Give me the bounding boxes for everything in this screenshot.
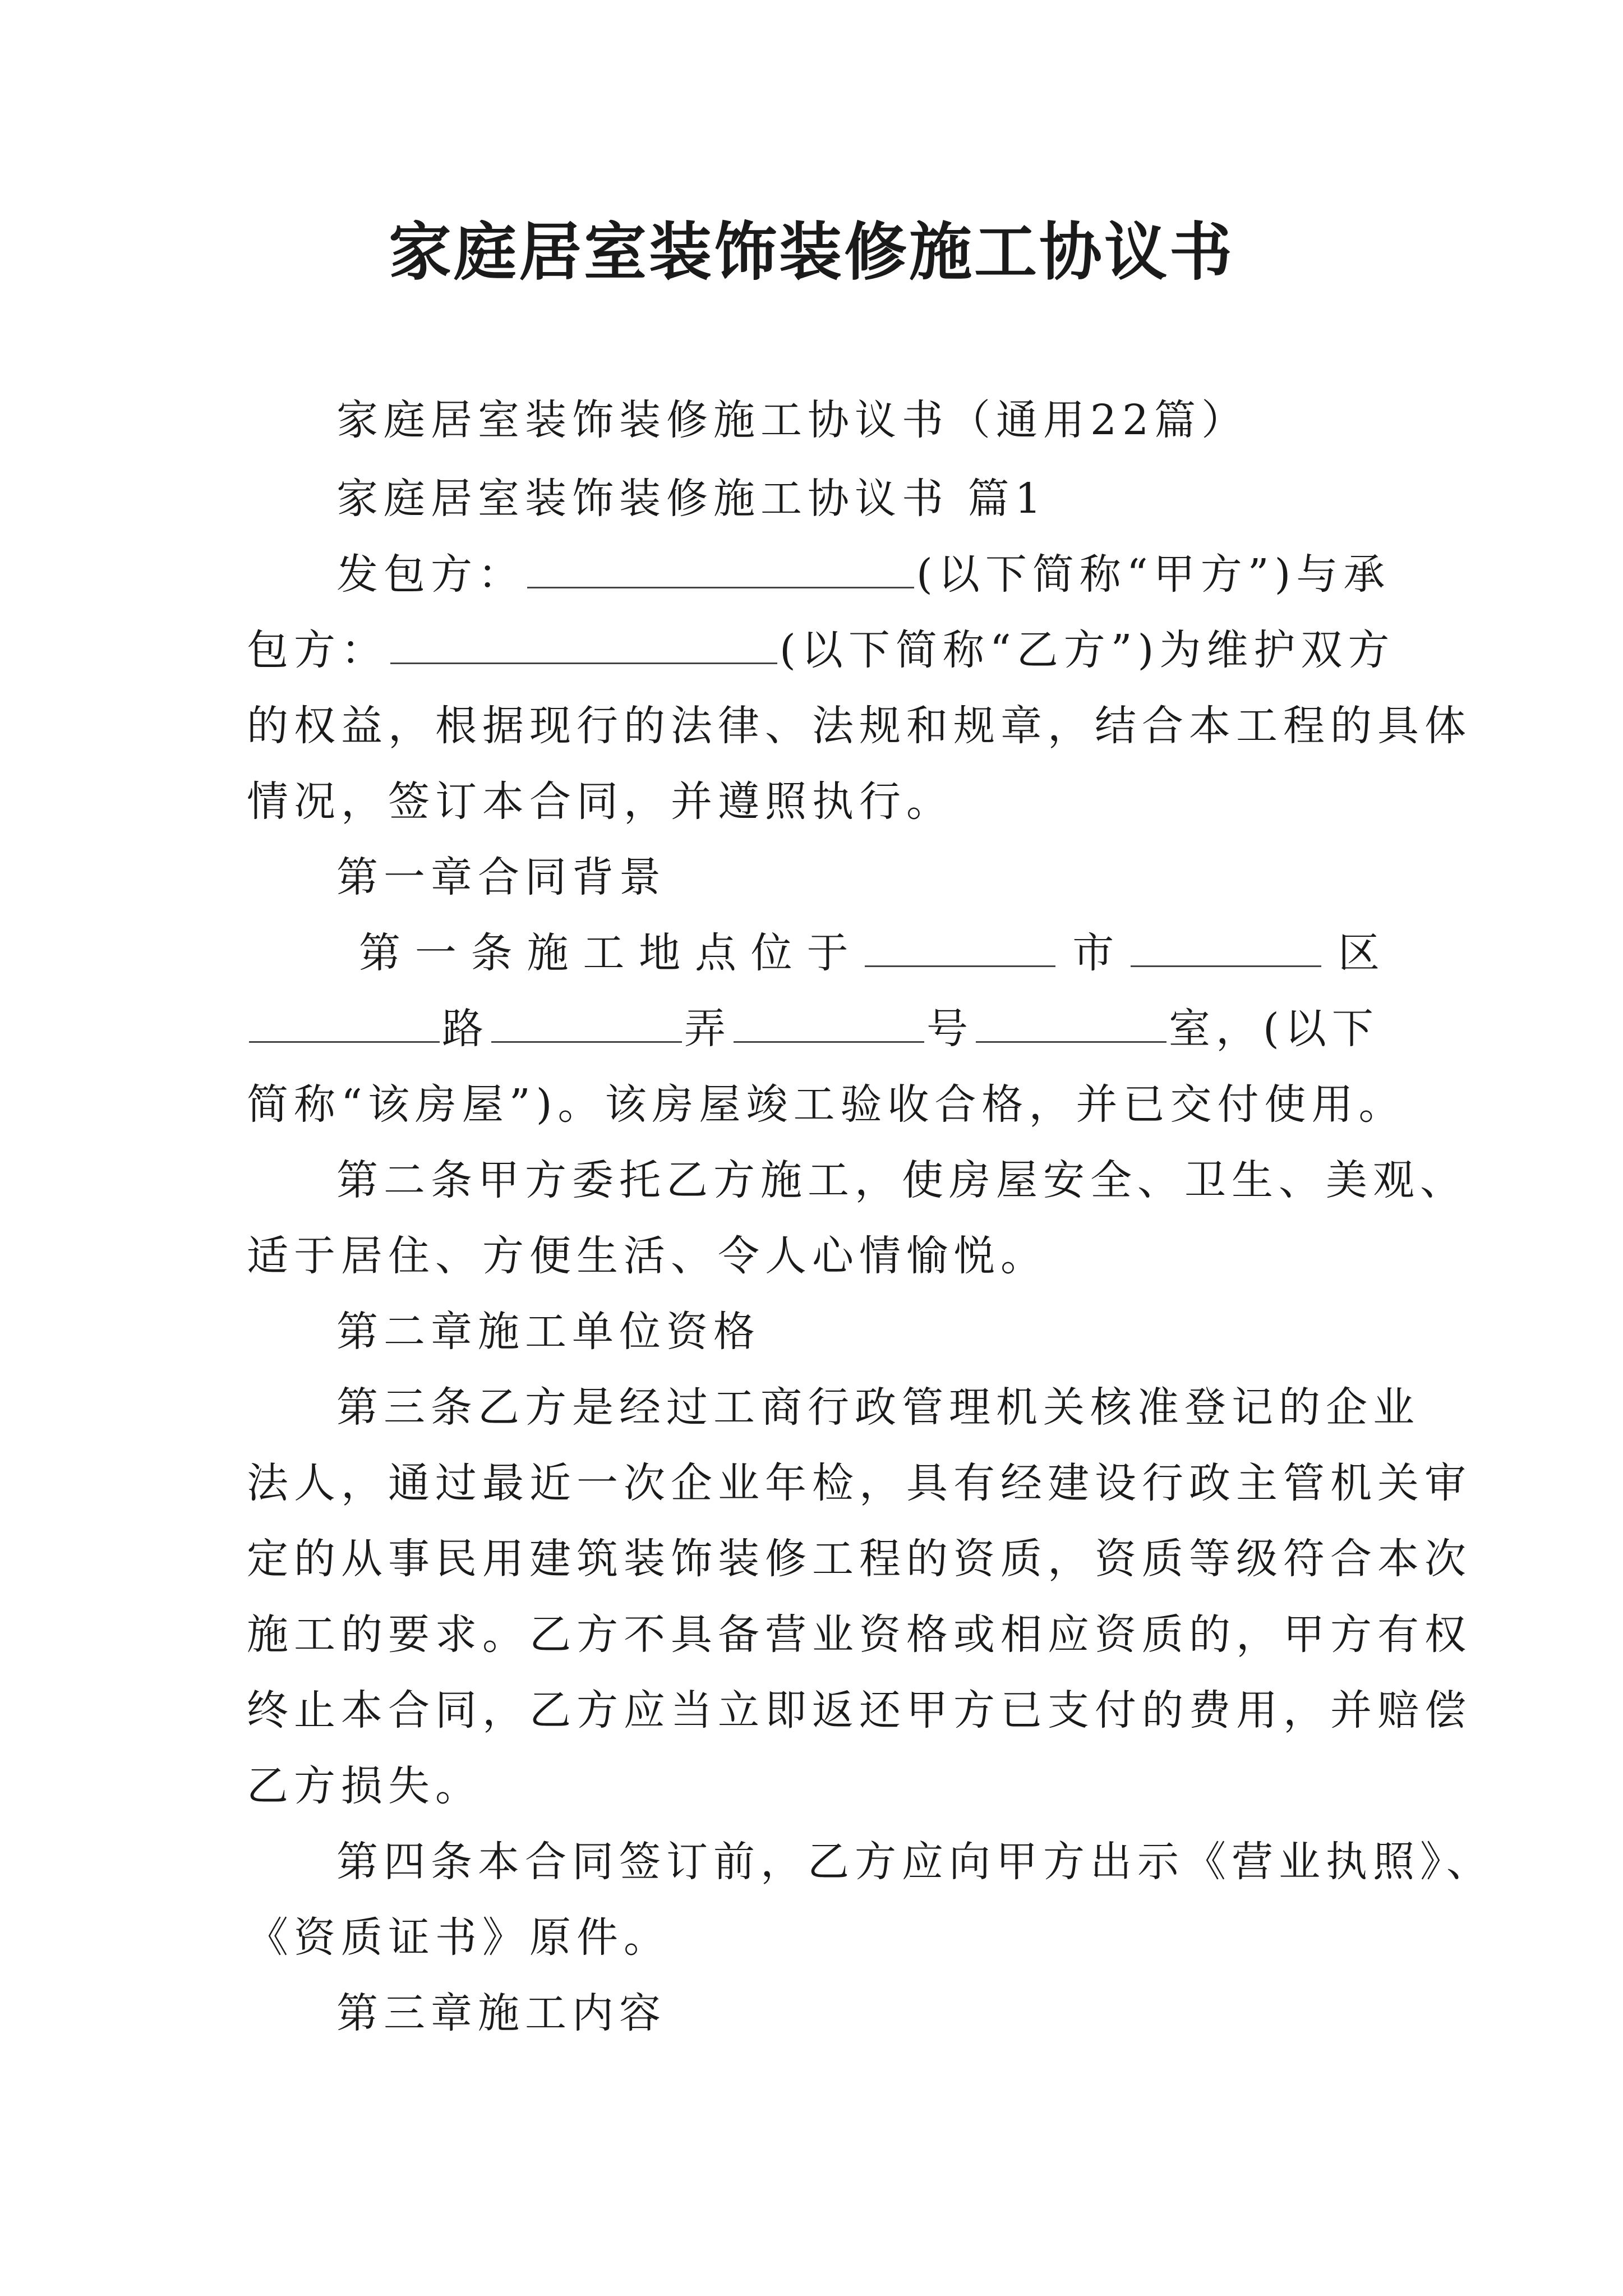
article-1-char: 第 [359,929,400,977]
chapter-3-heading: 第三章施工内容 [336,1989,666,2037]
article-1-char: 地 [639,929,681,977]
article-3-line-4: 施工的要求。乙方不具备营业资格或相应资质的，甲方有权 [247,1611,1472,1659]
room-label: 室，(以下 [1169,1005,1379,1053]
preamble-line-2 [247,617,1395,677]
road-label: 路 [442,1005,489,1053]
article-1-line-2 [247,996,1379,1055]
article-3-line-2: 法人，通过最近一次企业年检，具有经建设行政主管机关审 [247,1459,1472,1507]
lane-label: 弄 [684,1005,731,1053]
article-3-line-6: 乙方损失。 [247,1762,482,1810]
article-1-char: 施 [527,929,569,977]
article-3-line-1: 第三条乙方是经过工商行政管理机关核准登记的企业 [336,1383,1420,1432]
party-b-label: 包方： [247,626,388,674]
article-1-line-1 [359,920,1380,979]
chapter-1-heading: 第一章合同背景 [336,853,666,901]
subtitle: 家庭居室装饰装修施工协议书（通用22篇） [336,396,1249,444]
article-1-char: 点 [694,929,736,977]
party-b-blank [390,627,777,664]
article-4-line-1: 第四条本合同签订前，乙方应向甲方出示《营业执照》、 [336,1838,1493,1886]
article-1-char: 位 [750,929,792,977]
article-1-char: 一 [414,929,457,977]
party-b-tail: (以下简称“乙方”)为维护双方 [780,626,1395,674]
article-1-char: 于 [806,929,849,977]
article-2-line-2: 适于居住、方便生活、令人心情愉悦。 [247,1232,1048,1280]
district-label: 区 [1338,929,1380,977]
preamble-line-1 [336,541,1390,601]
article-3-line-3: 定的从事民用建筑装饰装修工程的资质，资质等级符合本次 [247,1535,1472,1583]
party-a-label: 发包方： [336,550,525,599]
preamble-line-4: 情况，签订本合同，并遵照执行。 [247,777,953,826]
article-1-char: 工 [583,929,625,977]
number-label: 号 [926,1005,974,1053]
lane-blank [491,1005,682,1043]
document-title: 家庭居室装饰装修施工协议书 [389,215,1234,289]
city-label: 市 [1072,929,1114,977]
district-blank [1131,930,1321,967]
article-2-line-1: 第二条甲方委托乙方施工，使房屋安全、卫生、美观、 [336,1156,1467,1204]
part-heading: 家庭居室装饰装修施工协议书 篇1 [336,475,1047,523]
article-3-line-5: 终止本合同，乙方应当立即返还甲方已支付的费用，并赔偿 [247,1686,1472,1734]
chapter-2-heading: 第二章施工单位资格 [336,1308,760,1356]
number-blank [734,1005,924,1043]
article-1-char: 条 [471,929,513,977]
article-4-line-2: 《资质证书》原件。 [247,1913,671,1962]
article-1-line-3: 简称“该房屋”)。该房屋竣工验收合格，并已交付使用。 [247,1080,1406,1129]
preamble-line-3: 的权益，根据现行的法律、法规和规章，结合本工程的具体 [247,702,1472,750]
road-blank [249,1005,440,1043]
city-blank [865,930,1055,967]
party-a-blank [527,551,914,588]
room-blank [976,1005,1166,1043]
party-a-tail: (以下简称“甲方”)与承 [916,550,1391,599]
